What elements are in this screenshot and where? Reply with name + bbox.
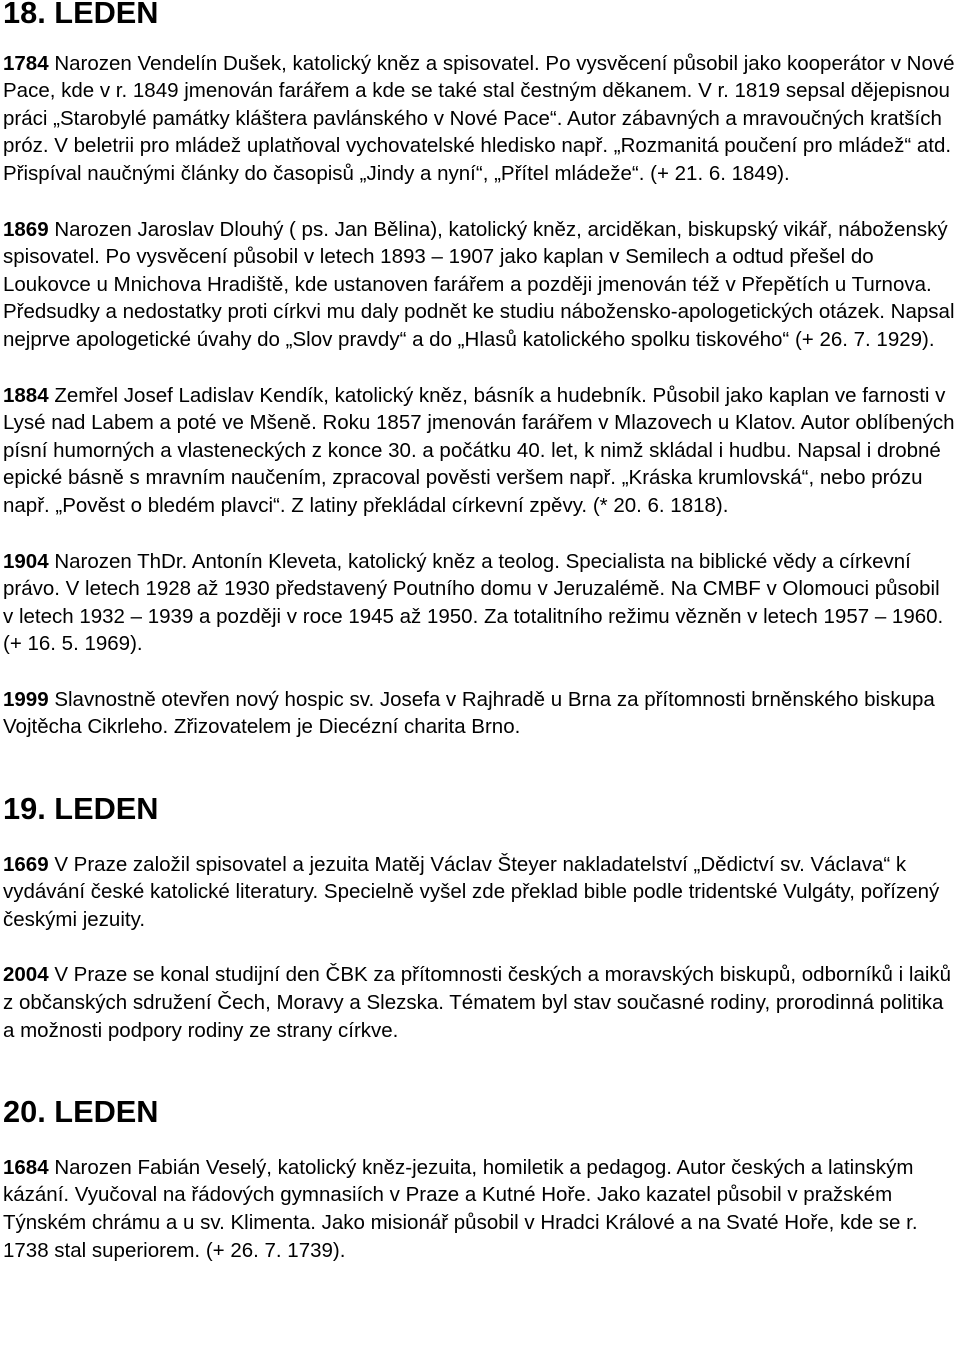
entry-1669	[3, 851, 955, 934]
entry-2004	[3, 961, 955, 1044]
entry-year: 1999	[3, 687, 49, 711]
entry-year: 1884	[3, 383, 49, 407]
entry-text: Narozen Fabián Veselý, katolický kněz-jezuita, homiletik a pedagog. Autor českých a latinským kázání. Vyučoval na řádových gymnasiích v Praze a Kutné Hoře. Jako kazatel působil v pražském Týnském chrámu a u sv. Klimenta. Jako misionář působil v Hradci Králové a na Svaté Hoře, kde se r. 1738 stal superiorem. (+ 26. 7. 1739).	[3, 1155, 918, 1262]
entry-year: 1869	[3, 217, 49, 241]
entry-text: V Praze se konal studijní den ČBK za přítomnosti českých a moravských biskupů, odborníků i laiků z občanských sdružení Čech, Moravy a Slezska. Tématem byl stav současné rodiny, prorodinná politika a možnosti podpory rodiny ze strany církve.	[3, 963, 952, 1042]
entry-year: 1684	[3, 1155, 49, 1179]
entry-1684	[3, 1154, 955, 1264]
entry-1884	[3, 382, 955, 520]
entry-year: 1784	[3, 51, 49, 75]
entry-year: 2004	[3, 963, 49, 987]
entry-text: Narozen Jaroslav Dlouhý ( ps. Jan Bělina), katolický kněz, arciděkan, biskupský vikář, náboženský spisovatel. Po vysvěcení působil v letech 1893 – 1907 jako kaplan v Semilech a odtud přešel do Loukovce u Mnichova Hradiště, kde ustanoven farářem a později jmenován též v Přepětích u Turnova. Předsudky a nedostatky proti církvi mu daly podnět ke studiu nábožensko-apologetických otázek. Napsal nejprve apologetické úvahy do „Slov pravdy“ a do „Hlasů katolického spolku tiskového“ (+ 26. 7. 1929).	[3, 217, 955, 351]
entry-1999	[3, 686, 955, 741]
document-page	[3, 0, 955, 1264]
entry-text: Zemřel Josef Ladislav Kendík, katolický kněz, básník a hudebník. Působil jako kaplan ve farnosti v Lysé nad Labem a poté ve Mšeně. Roku 1857 jmenován farářem v Mlazovech u Klatov. Autor oblíbených písní humorných a vlasteneckých z konce 30. a počátku 40. let, k nimž skládal i hudbu. Napsal i drobné epické básně s mravním naučením, zpracoval pověsti veršem např. „Kráska krumlovská“, nebo prózu např. „Pověst o bledém plavci“. Z latiny překládal církevní zpěvy. (* 20. 6. 1818).	[3, 383, 955, 517]
entry-text: V Praze založil spisovatel a jezuita Matěj Václav Šteyer nakladatelství „Dědictví sv. Václava“ k vydávání české katolické literatury. Specielně vyšel zde překlad bible podle tridentské Vulgáty, pořízený českými jezuity.	[3, 852, 940, 931]
entry-1869	[3, 216, 955, 354]
entry-text: Narozen Vendelín Dušek, katolický kněz a spisovatel. Po vysvěcení působil jako kooperátor v Nové Pace, kde v r. 1849 jmenován farářem a kde se také stal čestným děkanem. V r. 1819 sepsal dějepisnou práci „Starobylé památky kláštera pavlánského v Nové Pace“. Autor zábavných a mravoučných kratších próz. V beletrii pro mládež uplatňoval vychovatelské hledisko např. „Rozmanitá poučení pro mládež“ atd. Přispíval naučnými články do časopisů „Jindy a nyní“, „Přítel mládeže“. (+ 21. 6. 1849).	[3, 51, 955, 185]
entry-1784	[3, 50, 955, 188]
entry-text: Slavnostně otevřen nový hospic sv. Josefa v Rajhradě u Brna za přítomnosti brněnského biskupa Vojtěcha Cikrleho. Zřizovatelem je Diecézní charita Brno.	[3, 687, 935, 739]
entry-year: 1669	[3, 852, 49, 876]
entry-text: Narozen ThDr. Antonín Kleveta, katolický kněz a teolog. Specialista na biblické vědy a církevní právo. V letech 1928 až 1930 představený Poutního domu v Jeruzalémě. Na CMBF v Olomouci působil v letech 1932 – 1939 a později v roce 1945 až 1950. Za totalitního režimu vězněn v letech 1957 – 1960. (+ 16. 5. 1969).	[3, 549, 944, 656]
day-heading-19: 19. LEDEN	[3, 791, 159, 827]
entry-year: 1904	[3, 549, 49, 573]
entry-1904	[3, 548, 955, 658]
day-heading-18: 18. LEDEN	[3, 0, 159, 30]
day-heading-20: 20. LEDEN	[3, 1094, 159, 1130]
